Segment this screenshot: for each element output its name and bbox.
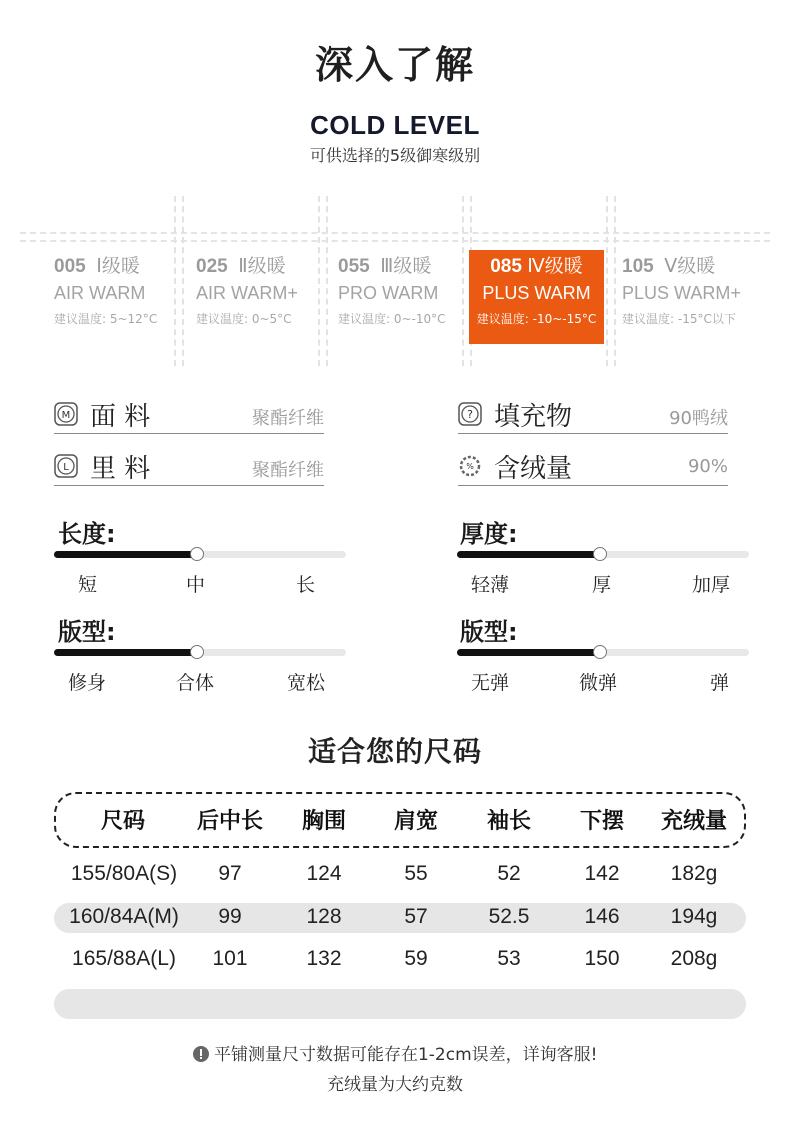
fit-slider [54,649,346,656]
cold-level-card[interactable] [54,250,194,344]
fit-fill [54,649,197,656]
table-cell: 165/88A(L) [72,947,176,970]
header-hem: 下摆 [579,809,624,834]
header-sleeve: 袖长 [486,809,531,834]
fit-option-slim: 修身 [68,672,107,694]
stretch-title: 版型: [460,618,518,646]
table-cell: 155/80A(S) [70,862,178,885]
stretch-option-slight: 微弹 [579,672,618,694]
level-grade: Ⅰ级暖 [96,256,140,277]
filling-value: 90鸭绒 [669,408,728,429]
divider [606,196,608,366]
fit-knob [190,645,204,659]
level-grade: Ⅴ级暖 [664,256,716,277]
level-temperature: 建议温度: -15°C以下 [622,312,736,326]
table-footer-bar [54,989,746,1019]
filling-row [458,394,728,434]
divider [614,196,616,366]
m-icon [54,402,78,426]
thickness-title: 厚度: [460,520,518,548]
header-back-length: 后中长 [196,809,263,834]
stretch-fill [457,649,600,656]
level-temperature: 建议温度: 0~5°C [196,312,292,326]
stretch-option-none: 无弹 [471,672,510,694]
level-code: 105 [622,256,654,277]
thickness-option-extra-thick: 加厚 [692,574,731,596]
l-icon [54,454,78,478]
level-code: 005 [54,256,86,277]
table-cell: 142 [584,862,620,885]
thickness-option-thin: 轻薄 [471,574,510,596]
level-temperature: 建议温度: 0~-10°C [338,312,446,326]
thickness-option-thick: 厚 [592,574,612,596]
level-name: PRO WARM [338,283,439,303]
fit-option-regular: 合体 [176,672,215,694]
table-cell: 128 [306,905,342,928]
svg-text:%: % [466,462,474,471]
table-cell: 146 [584,905,620,928]
measurement-note-text: 平铺测量尺寸数据可能存在1-2cm误差，详询客服! [213,1045,598,1065]
table-cell: 208g [670,947,718,970]
length-option-medium: 中 [186,574,206,596]
table-cell: 132 [306,947,342,970]
level-temperature: 建议温度: 5~12°C [54,312,158,326]
divider [20,240,770,242]
level-name: PLUS WARM [482,283,591,303]
svg-text:L: L [63,462,69,473]
percent-icon [458,454,482,478]
cold-level-subtitle: 可供选择的5级御寒级别 [309,146,481,165]
table-cell: 99 [218,905,242,928]
fit-title: 版型: [58,618,116,646]
table-cell: 182g [670,862,718,885]
exclamation-icon [193,1046,209,1062]
table-cell: 150 [584,947,620,970]
divider [20,232,770,234]
length-option-short: 短 [78,574,98,596]
svg-text:M: M [61,410,71,421]
stretch-slider [457,649,749,656]
length-knob [190,547,204,561]
thickness-fill [457,551,600,558]
cold-level-title: COLD LEVEL [310,110,480,140]
level-name: AIR WARM+ [196,283,298,303]
length-fill [54,551,197,558]
table-cell: 55 [404,862,428,885]
table-cell: 53 [497,947,521,970]
level-name: AIR WARM [54,283,146,303]
cold-level-strip [0,196,790,366]
table-cell: 52 [497,862,521,885]
lining-label: 里 料 [90,454,151,484]
stretch-option-stretch: 弹 [710,672,730,694]
thickness-knob [593,547,607,561]
cold-level-card-active[interactable] [469,250,604,344]
level-code: 025 [196,256,228,277]
cold-level-card[interactable] [622,250,782,344]
measurement-note [0,1040,790,1065]
question-icon [458,402,482,426]
stretch-knob [593,645,607,659]
header-chest: 胸围 [301,809,346,834]
level-grade: Ⅱ级暖 [238,256,286,277]
down-content-label: 含绒量 [494,454,573,484]
fabric-row [54,394,324,434]
level-code: 085 [490,256,522,277]
level-code: 055 [338,256,370,277]
table-cell: 101 [212,947,248,970]
table-cell: 124 [306,862,342,885]
table-cell: 57 [404,905,428,928]
table-cell: 59 [404,947,428,970]
length-option-long: 长 [296,574,316,596]
header-shoulder: 肩宽 [393,809,438,834]
level-temperature: 建议温度: -10~-15°C [476,312,597,326]
lining-value: 聚酯纤维 [252,460,324,481]
length-slider [54,551,346,558]
header-down-fill: 充绒量 [660,809,727,834]
table-cell: 194g [670,905,718,928]
length-title: 长度: [58,520,116,548]
page-title: 深入了解 [314,43,475,87]
svg-text:?: ? [467,408,473,421]
fit-option-loose: 宽松 [287,672,326,694]
thickness-slider [457,551,749,558]
fabric-value: 聚酯纤维 [252,408,324,429]
table-cell: 52.5 [488,905,530,928]
level-grade: Ⅳ级暖 [527,256,583,277]
level-grade: Ⅲ级暖 [380,256,432,277]
table-cell: 97 [218,862,242,885]
down-content-row [458,446,728,486]
filling-label: 填充物 [494,402,573,432]
level-name: PLUS WARM+ [622,283,741,303]
header-size: 尺码 [100,809,145,834]
cold-level-card[interactable] [338,250,478,344]
cold-level-card[interactable] [196,250,336,344]
fabric-label: 面 料 [90,402,151,432]
down-content-value: 90% [687,456,728,477]
size-chart-title: 适合您的尺码 [307,735,482,768]
down-fill-note: 充绒量为大约克数 [327,1075,463,1095]
table-cell: 160/84A(M) [69,905,179,928]
lining-row [54,446,324,486]
